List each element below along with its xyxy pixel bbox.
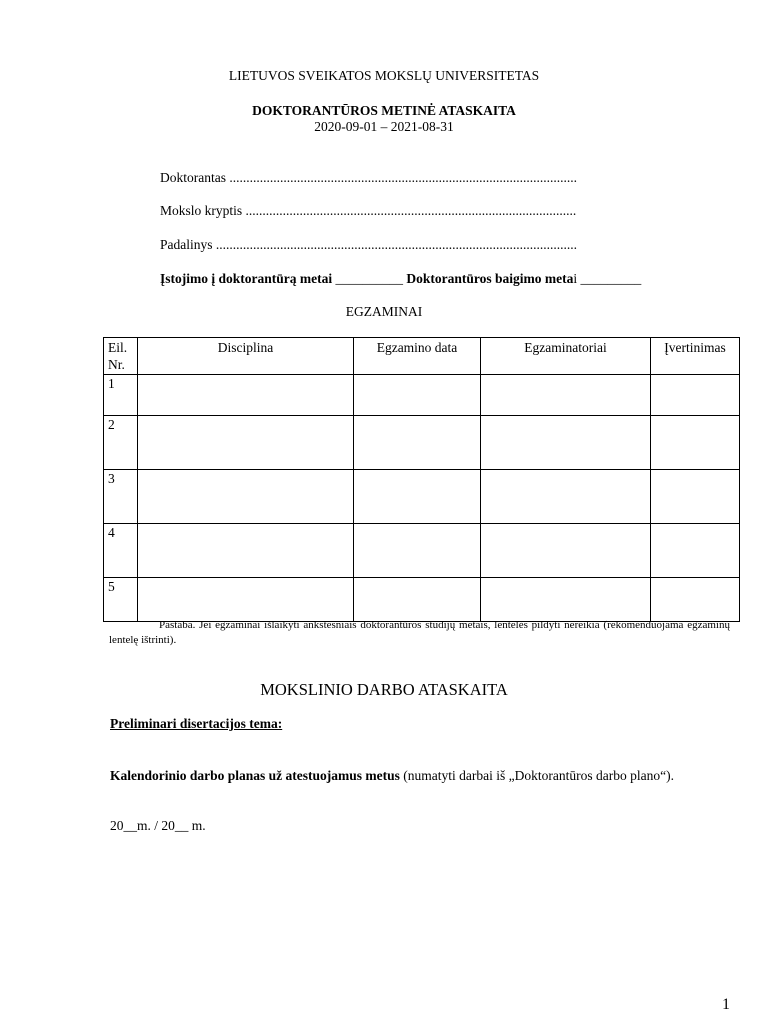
completion-year-label: Doktorantūros baigimo meta [406, 271, 574, 286]
exam-date-cell[interactable] [354, 470, 481, 524]
work-plan-bold: Kalendorinio darbo planas už atestuojamus metus [110, 768, 400, 783]
doctorant-field[interactable]: Doktorantas ....................................................................................................... [160, 170, 577, 185]
exams-note-text: Pastaba. Jei egzaminai išlaikyti ankstesniais doktorantūros studijų metais, lentelės pildyti nereikia (rekomenduojama egzaminų lentelę ištrinti). [109, 619, 730, 646]
table-row [104, 524, 740, 578]
discipline-cell[interactable] [138, 416, 354, 470]
discipline-cell[interactable] [138, 578, 354, 622]
exams-header-row [104, 338, 740, 375]
university-name: LIETUVOS SVEIKATOS MOKSLŲ UNIVERSITETAS [228, 68, 540, 83]
completion-year-label-tail: i [573, 271, 578, 286]
row-number: 3 [104, 470, 138, 524]
table-row [104, 470, 740, 524]
row-number: 4 [104, 524, 138, 578]
examiners-cell[interactable] [481, 524, 651, 578]
column-header-examiners: Egzaminatoriai [481, 338, 651, 375]
row-number: 2 [104, 416, 138, 470]
column-header-nr: Eil. Nr. [104, 338, 138, 375]
table-row [104, 578, 740, 622]
admission-year-blank[interactable]: __________ [335, 271, 403, 286]
dissertation-topic-label: Preliminari disertacijos tema: [110, 716, 283, 731]
exam-date-cell[interactable] [354, 524, 481, 578]
grade-cell[interactable] [651, 578, 740, 622]
report-period: 2020-09-01 – 2021-08-31 [314, 119, 454, 134]
discipline-cell[interactable] [138, 470, 354, 524]
column-header-grade: Įvertinimas [651, 338, 740, 375]
exams-note [109, 618, 730, 648]
examiners-cell[interactable] [481, 375, 651, 416]
years-field[interactable]: 20__m. / 20__ m. [110, 818, 206, 833]
examiners-cell[interactable] [481, 578, 651, 622]
table-row [104, 416, 740, 470]
exam-date-cell[interactable] [354, 578, 481, 622]
column-header-discipline: Disciplina [138, 338, 354, 375]
grade-cell[interactable] [651, 416, 740, 470]
report-title: DOKTORANTŪROS METINĖ ATASKAITA [252, 103, 516, 118]
admission-year-label: Įstojimo į doktorantūrą metai [160, 271, 333, 286]
work-plan-rest: (numatyti darbai iš „Doktorantūros darbo plano“). [399, 768, 674, 783]
grade-cell[interactable] [651, 375, 740, 416]
years-line [160, 271, 641, 287]
science-direction-field[interactable]: Mokslo kryptis .................................................................................................. [160, 203, 577, 218]
discipline-cell[interactable] [138, 375, 354, 416]
examiners-cell[interactable] [481, 416, 651, 470]
completion-year-blank[interactable]: _________ [580, 271, 642, 286]
row-number: 5 [104, 578, 138, 622]
table-row [104, 375, 740, 416]
exam-date-cell[interactable] [354, 375, 481, 416]
grade-cell[interactable] [651, 470, 740, 524]
page-number: 1 [722, 996, 730, 1013]
exams-heading: EGZAMINAI [345, 304, 423, 319]
column-header-exam-date: Egzamino data [354, 338, 481, 375]
grade-cell[interactable] [651, 524, 740, 578]
research-heading: MOKSLINIO DARBO ATASKAITA [260, 680, 508, 699]
exam-date-cell[interactable] [354, 416, 481, 470]
discipline-cell[interactable] [138, 524, 354, 578]
unit-field[interactable]: Padalinys ........................................................................................................... [160, 237, 577, 252]
exams-table [103, 337, 740, 622]
examiners-cell[interactable] [481, 470, 651, 524]
work-plan-paragraph [110, 767, 730, 784]
row-number: 1 [104, 375, 138, 416]
